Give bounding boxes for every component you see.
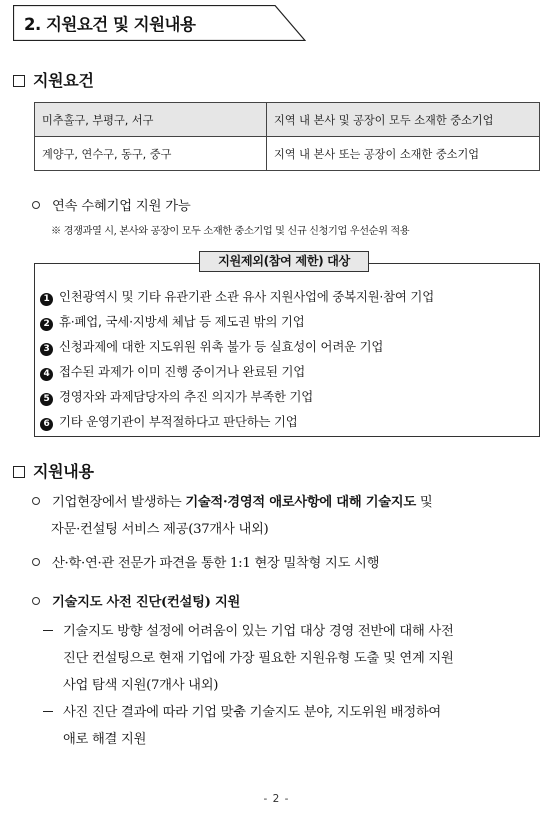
sub-item-2-line1: 사진 진단 결과에 따라 기업 맞춤 기술지도 분야, 지도위원 배정하여 xyxy=(63,705,441,720)
dash-bullet-icon xyxy=(43,630,53,631)
content-item-3 xyxy=(32,591,240,610)
number-badge-icon: 3 xyxy=(40,343,53,356)
content-item-1-line2: 자문·컨설팅 서비스 제공(37개사 내외) xyxy=(51,522,269,537)
exclusion-item xyxy=(40,412,298,431)
number-badge-icon: 6 xyxy=(40,418,53,431)
table-cell-condition: 지역 내 본사 또는 공장이 소재한 중소기업 xyxy=(267,137,540,171)
table-cell-area: 계양구, 연수구, 동구, 중구 xyxy=(35,137,267,171)
section-title: 2. 지원요건 및 지원내용 xyxy=(24,15,196,34)
exclusion-item xyxy=(40,287,434,306)
sub-item-1-line2: 진단 컨설팅으로 현재 기업에 가장 필요한 지원유형 도출 및 연계 지원 xyxy=(63,651,454,666)
table-row xyxy=(35,137,540,171)
sub-item-1 xyxy=(43,620,454,639)
requirements-heading-text: 지원요건 xyxy=(33,71,94,90)
exclusion-item-text: 접수된 과제가 이미 진행 중이거나 완료된 기업 xyxy=(59,364,306,379)
content-heading-text: 지원내용 xyxy=(33,462,94,481)
content-item-1-post: 및 xyxy=(415,495,433,510)
exclusion-item xyxy=(40,337,383,356)
exclusion-item-text: 휴·폐업, 국세·지방세 체납 등 제도권 밖의 기업 xyxy=(59,314,305,329)
requirements-heading xyxy=(13,68,94,91)
exclusion-item xyxy=(40,312,305,331)
exclusion-item-text: 경영자와 과제담당자의 추진 의지가 부족한 기업 xyxy=(59,389,314,404)
sub-item-1-line3: 사업 탐색 지원(7개사 내외) xyxy=(63,678,219,693)
page-number: - 2 - xyxy=(263,793,290,805)
content-item-1-pre: 기업현장에서 발생하는 xyxy=(52,495,186,510)
content-item-1-bold: 기술적·경영적 애로사항에 대해 기술지도 xyxy=(185,495,416,510)
table-row xyxy=(35,103,540,137)
exclusion-item-text: 신청과제에 대한 지도위원 위촉 불가 등 실효성이 어려운 기업 xyxy=(59,339,384,354)
table-cell-area: 미추홀구, 부평구, 서구 xyxy=(35,103,267,137)
number-badge-icon: 5 xyxy=(40,393,53,406)
sub-item-2 xyxy=(43,701,441,720)
number-badge-icon: 2 xyxy=(40,318,53,331)
continuous-support-item xyxy=(32,195,191,214)
content-heading xyxy=(13,459,94,482)
continuous-support-text: 연속 수혜기업 지원 가능 xyxy=(52,199,191,214)
section-header xyxy=(13,5,306,41)
priority-note: ※ 경쟁과열 시, 본사와 공장이 모두 소재한 중소기업 및 신규 신청기업 우선순위 적용 xyxy=(51,226,410,237)
square-bullet-icon xyxy=(13,466,25,478)
sub-item-2-line2: 애로 해결 지원 xyxy=(63,732,147,747)
number-badge-icon: 1 xyxy=(40,293,53,306)
number-badge-icon: 4 xyxy=(40,368,53,381)
sub-item-1-line1: 기술지도 방향 설정에 어려움이 있는 기업 대상 경영 전반에 대해 사전 xyxy=(63,624,454,639)
exclusion-item xyxy=(40,387,313,406)
circle-bullet-icon xyxy=(32,597,40,605)
exclusion-item-text: 기타 운영기관이 부적절하다고 판단하는 기업 xyxy=(59,414,298,429)
circle-bullet-icon xyxy=(32,558,40,566)
circle-bullet-icon xyxy=(32,497,40,505)
square-bullet-icon xyxy=(13,75,25,87)
table-cell-condition: 지역 내 본사 및 공장이 모두 소재한 중소기업 xyxy=(267,103,540,137)
content-item-2-text: 산·학·연·관 전문가 파견을 통한 1:1 현장 밀착형 지도 시행 xyxy=(52,556,380,571)
content-item-2 xyxy=(32,552,379,571)
content-item-3-title: 기술지도 사전 진단(컨설팅) 지원 xyxy=(52,595,241,610)
content-item-1 xyxy=(32,491,432,510)
exclusion-item xyxy=(40,362,305,381)
requirements-table xyxy=(34,102,540,171)
exclusion-item-text: 인천광역시 및 기타 유관기관 소관 유사 지원사업에 중복지원·참여 기업 xyxy=(59,289,434,304)
circle-bullet-icon xyxy=(32,201,40,209)
exclusion-title: 지원제외(참여 제한) 대상 xyxy=(199,251,369,272)
dash-bullet-icon xyxy=(43,711,53,712)
